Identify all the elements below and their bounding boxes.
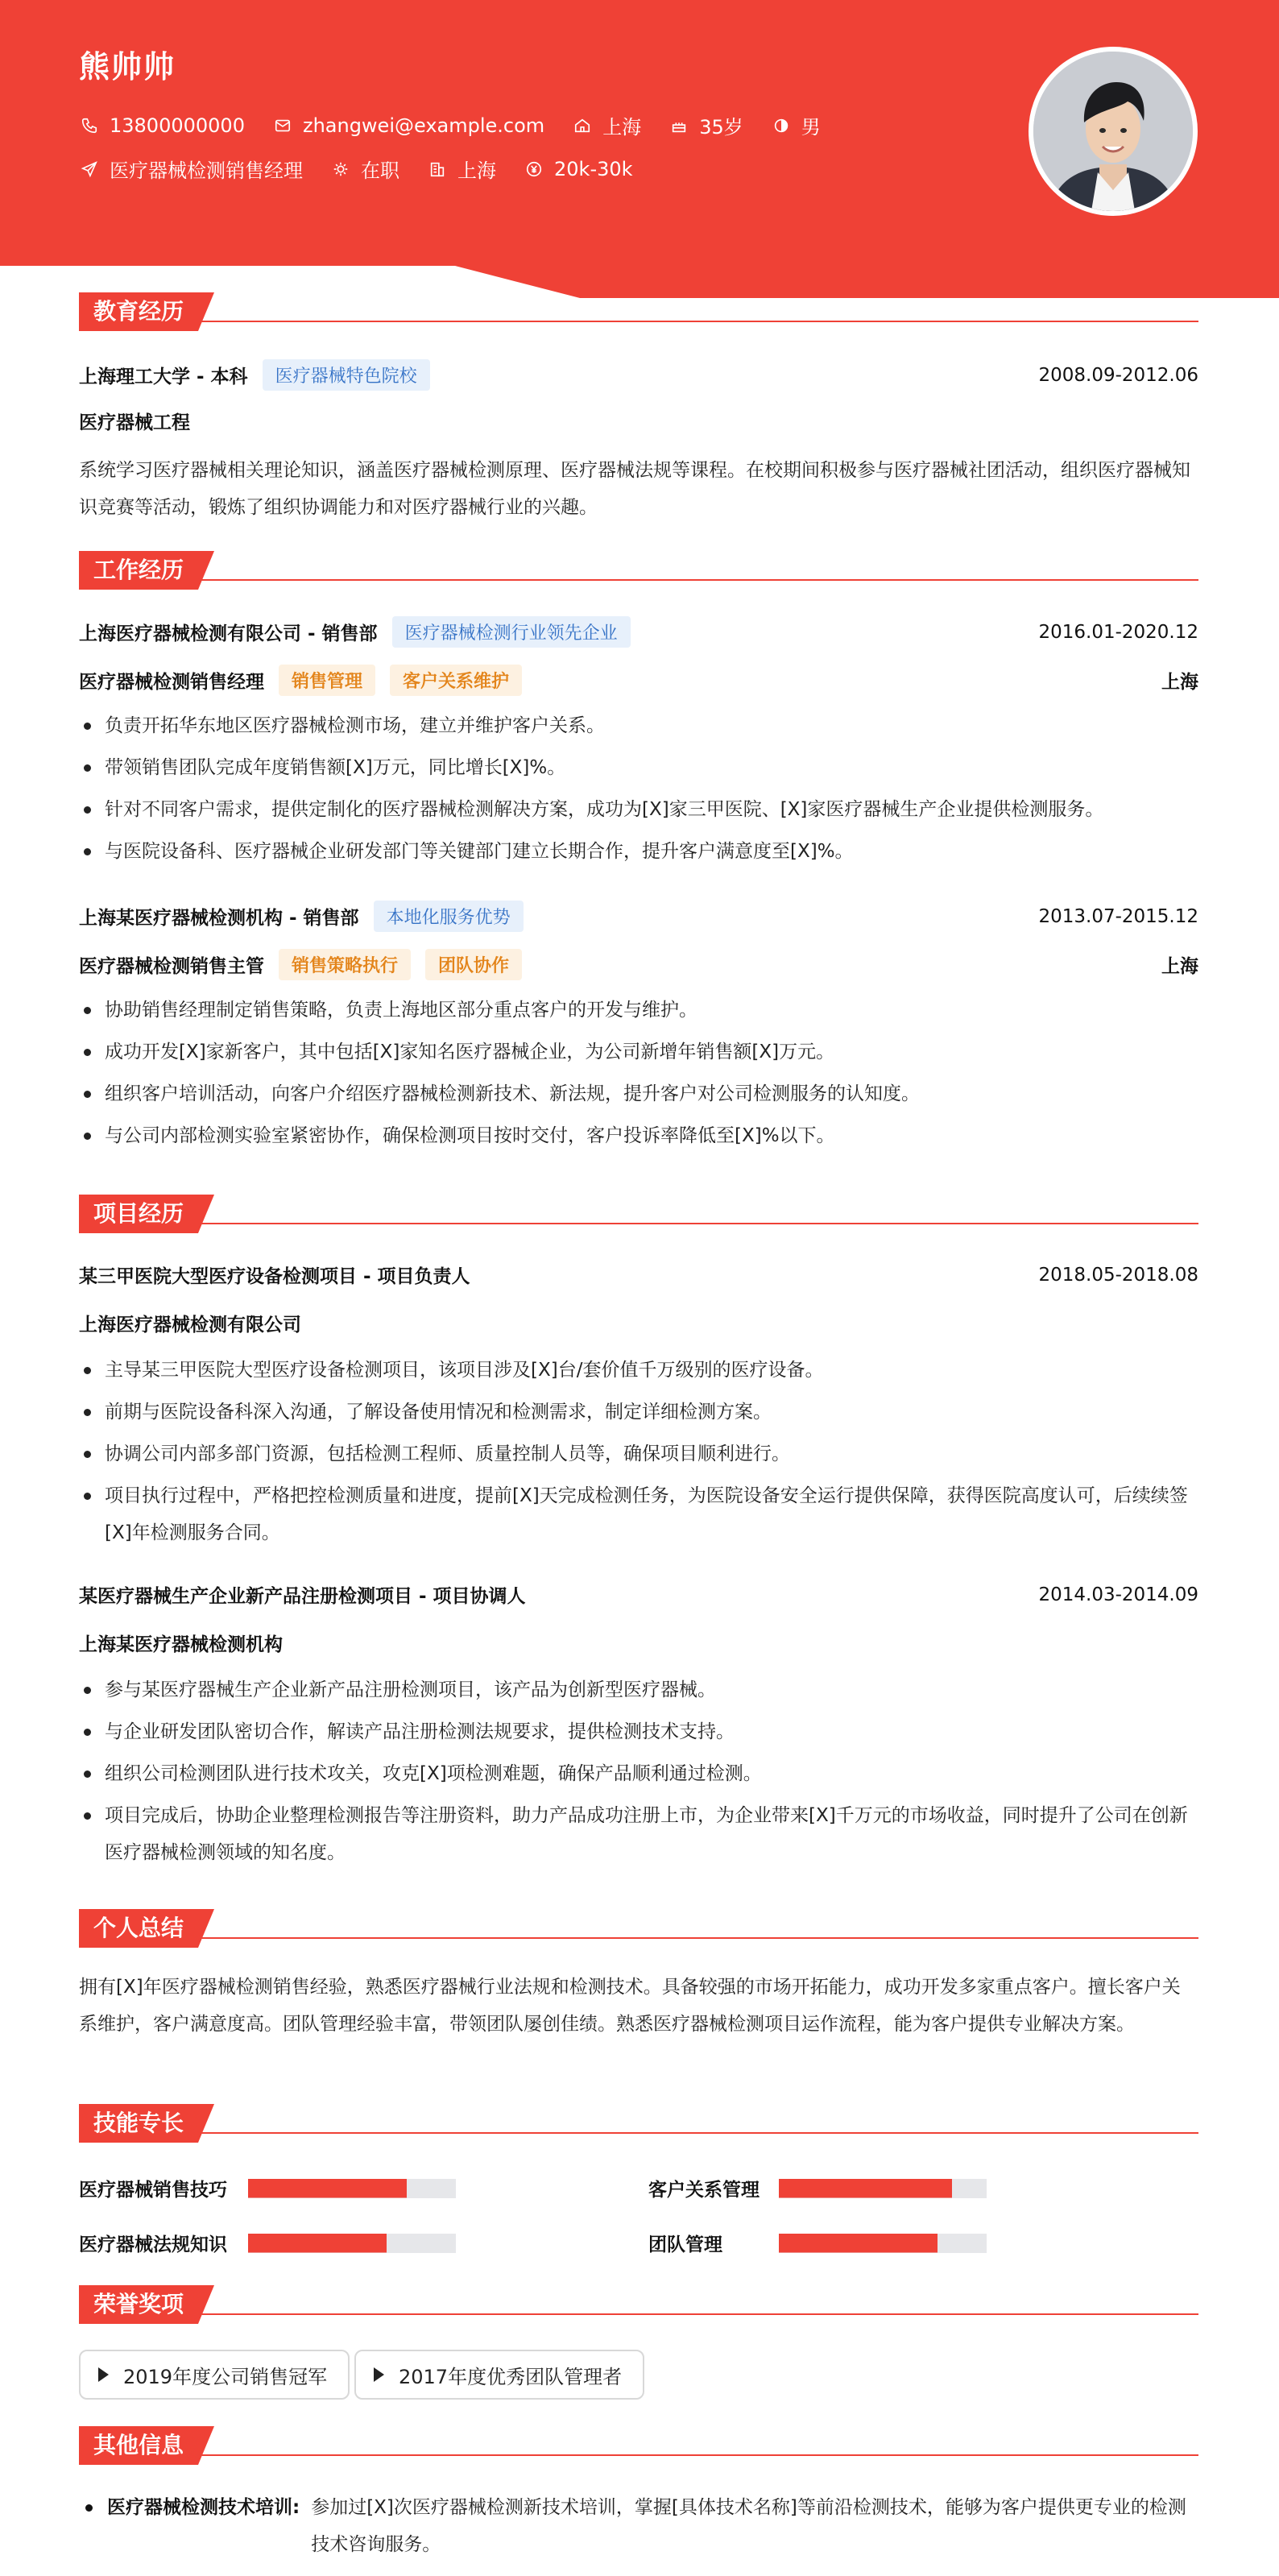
section-divider	[79, 579, 1198, 581]
skill-name: 医疗器械法规知识	[79, 2234, 227, 2255]
section-divider	[79, 1937, 1198, 1939]
skill-bar-fill	[779, 2234, 938, 2253]
work-2-title: 医疗器械检测销售主管	[79, 956, 264, 977]
city-text: 上海	[602, 116, 642, 139]
education-date: 2008.09-2012.06	[1038, 364, 1198, 386]
list-item: 针对不同客户需求，提供定制化的医疗器械检测解决方案，成功为[X]家三甲医院、[X]家医疗器械生产企业提供检测服务。	[79, 791, 1198, 828]
skill-item	[648, 2230, 987, 2256]
work-1-company: 上海医疗器械检测有限公司 - 销售部	[79, 623, 378, 644]
project-1-date: 2018.05-2018.08	[1038, 1264, 1198, 1286]
list-item: 参与某医疗器械生产企业新产品注册检测项目，该产品为创新型医疗器械。	[79, 1671, 1198, 1708]
status-gear-icon	[330, 159, 351, 180]
skill-name: 团队管理	[648, 2234, 722, 2255]
work-1-location: 上海	[1161, 672, 1198, 693]
list-item: 成功开发[X]家新客户，其中包括[X]家知名医疗器械企业，为公司新增年销售额[X]万元。	[79, 1033, 1198, 1071]
resume-header	[0, 0, 1279, 298]
project-1-name: 某三甲医院大型医疗设备检测项目 - 项目负责人	[79, 1266, 470, 1287]
list-item: 主导某三甲医院大型医疗设备检测项目，该项目涉及[X]台/套价值千万级别的医疗设备。	[79, 1352, 1198, 1389]
award-text: 2017年度优秀团队管理者	[399, 2365, 623, 2388]
avatar-portrait	[1033, 52, 1193, 211]
target-city-text: 上海	[457, 159, 496, 182]
status-text: 在职	[361, 159, 399, 182]
education-header-row	[79, 359, 1198, 391]
work-1-title: 医疗器械检测销售经理	[79, 672, 264, 693]
skill-name: 客户关系管理	[648, 2180, 760, 2201]
section-divider	[79, 2313, 1198, 2315]
work-2-skill-tag: 团队协作	[425, 949, 522, 980]
send-icon	[79, 159, 100, 180]
work-2-bullets	[79, 992, 1198, 1159]
work-2-date: 2013.07-2015.12	[1038, 905, 1198, 927]
play-triangle-icon	[98, 2367, 109, 2382]
job-intent-text: 医疗器械检测销售经理	[110, 159, 303, 182]
skill-item	[79, 2230, 456, 2256]
phone-text: 13800000000	[110, 114, 245, 137]
section-divider	[79, 321, 1198, 322]
cake-icon	[668, 115, 689, 136]
list-item: 协助销售经理制定销售策略，负责上海地区部分重点客户的开发与维护。	[79, 992, 1198, 1029]
work-1-skill-tag: 客户关系维护	[390, 665, 522, 696]
skill-bar	[779, 2234, 987, 2253]
section-divider	[79, 2454, 1198, 2456]
section-title-education: 教育经历	[79, 292, 198, 331]
other-info-value: 参加过[X]次医疗器械检测新技术培训，掌握[具体技术名称]等前沿检测技术，能够为客户提供更专业的检测技术咨询服务。	[311, 2497, 1186, 2555]
work-1-skill-tag: 销售管理	[279, 665, 375, 696]
section-title-other: 其他信息	[79, 2426, 198, 2465]
work-2-title-row	[79, 949, 1198, 980]
award-item	[79, 2350, 350, 2400]
list-item: 负责开拓华东地区医疗器械检测市场，建立并维护客户关系。	[79, 707, 1198, 744]
work-2-company-tag: 本地化服务优势	[374, 901, 524, 932]
age-text: 35岁	[699, 116, 743, 139]
school-tag: 医疗器械特色院校	[263, 359, 430, 391]
gender-item	[771, 111, 821, 139]
skill-item	[79, 2175, 456, 2201]
section-work	[79, 551, 1198, 590]
section-projects	[79, 1195, 1198, 1233]
section-title-projects: 项目经历	[79, 1195, 198, 1233]
list-item: 组织公司检测团队进行技术攻关，攻克[X]项检测难题，确保产品顺利通过检测。	[79, 1755, 1198, 1792]
section-title-summary: 个人总结	[79, 1909, 198, 1948]
section-skills	[79, 2104, 1198, 2143]
target-city-item	[427, 155, 496, 183]
intent-row	[79, 155, 660, 183]
section-education	[79, 292, 1198, 331]
list-item: 带领销售团队完成年度销售额[X]万元，同比增长[X]%。	[79, 749, 1198, 786]
education-major: 医疗器械工程	[79, 412, 190, 433]
skill-bar	[248, 2179, 456, 2198]
yen-icon	[524, 159, 544, 180]
work-1-date: 2016.01-2020.12	[1038, 621, 1198, 643]
other-info-key: 医疗器械检测技术培训:	[107, 2497, 300, 2518]
list-item: 项目完成后，协助企业整理检测报告等注册资料，助力产品成功注册上市，为企业带来[X]千万元的市场收益，同时提升了公司在创新医疗器械检测领域的知名度。	[79, 1797, 1198, 1871]
work-2-skill-tag: 销售策略执行	[279, 949, 411, 980]
section-other	[79, 2426, 1198, 2465]
status-item	[330, 155, 399, 183]
email-icon	[272, 115, 293, 136]
skill-bar-fill	[248, 2179, 407, 2198]
city-item	[572, 111, 641, 139]
section-summary	[79, 1909, 1198, 1948]
list-item: 组织客户培训活动，向客户介绍医疗器械检测新技术、新法规，提升客户对公司检测服务的认知度。	[79, 1075, 1198, 1112]
gender-text: 男	[801, 116, 821, 139]
list-item: 项目执行过程中，严格把控检测质量和进度，提前[X]天完成检测任务，为医院设备安全运行提供保障，获得医院高度认可，后续续签[X]年检测服务合同。	[79, 1477, 1198, 1551]
project-2-date: 2014.03-2014.09	[1038, 1584, 1198, 1605]
award-item	[354, 2350, 644, 2400]
skill-name: 医疗器械销售技巧	[79, 2180, 227, 2201]
skill-bar-fill	[779, 2179, 952, 2198]
salary-text: 20k-30k	[554, 157, 633, 180]
education-major-row	[79, 408, 1198, 434]
list-item: 前期与医院设备科深入沟通，了解设备使用情况和检测需求，制定详细检测方案。	[79, 1394, 1198, 1431]
project-1-org-row	[79, 1310, 1198, 1336]
project-1-header-row	[79, 1261, 1198, 1288]
school-name: 上海理工大学 - 本科	[79, 367, 248, 387]
list-item: 与医院设备科、医疗器械企业研发部门等关键部门建立长期合作，提升客户满意度至[X]%。	[79, 833, 1198, 870]
work-1-title-row	[79, 665, 1198, 696]
home-icon	[572, 115, 593, 136]
skill-item	[648, 2175, 987, 2201]
list-item: 与企业研发团队密切合作，解读产品注册检测法规要求，提供检测技术支持。	[79, 1713, 1198, 1750]
bullet-dot	[85, 2504, 93, 2512]
skill-bar-fill	[248, 2234, 387, 2253]
other-info-item	[79, 2489, 1198, 2563]
project-2-name: 某医疗器械生产企业新产品注册检测项目 - 项目协调人	[79, 1586, 526, 1607]
work-2-header-row	[79, 901, 1198, 932]
email-text: zhangwei@example.com	[302, 114, 545, 137]
skill-bar	[779, 2179, 987, 2198]
project-2-org-row	[79, 1630, 1198, 1656]
section-title-honors: 荣誉奖项	[79, 2285, 198, 2324]
job-intent-item	[79, 155, 303, 183]
section-honors	[79, 2285, 1198, 2324]
section-divider	[79, 1223, 1198, 1224]
salary-item	[524, 158, 633, 180]
list-item: 与公司内部检测实验室紧密协作，确保检测项目按时交付，客户投诉率降低至[X]%以下。	[79, 1117, 1198, 1154]
work-2-location: 上海	[1161, 956, 1198, 977]
list-item: 协调公司内部多部门资源，包括检测工程师、质量控制人员等，确保项目顺利进行。	[79, 1435, 1198, 1472]
gender-icon	[771, 115, 792, 136]
age-item	[668, 111, 743, 139]
project-2-header-row	[79, 1581, 1198, 1608]
project-2-bullets	[79, 1671, 1198, 1876]
email-item	[272, 114, 544, 137]
phone-item	[79, 114, 245, 137]
play-triangle-icon	[374, 2367, 384, 2382]
education-description: 系统学习医疗器械相关理论知识，涵盖医疗器械检测原理、医疗器械法规等课程。在校期间积极参与医疗器械社团活动，组织医疗器械知识竞赛等活动，锻炼了组织协调能力和对医疗器械行业的兴趣。	[79, 460, 1190, 518]
contact-row	[79, 111, 848, 139]
project-1-org: 上海医疗器械检测有限公司	[79, 1315, 301, 1336]
work-1-bullets	[79, 707, 1198, 875]
work-1-header-row	[79, 616, 1198, 648]
project-2-org: 上海某医疗器械检测机构	[79, 1634, 283, 1655]
summary-text: 拥有[X]年医疗器械检测销售经验，熟悉医疗器械行业法规和检测技术。具备较强的市场开拓能力，成功开发多家重点客户。擅长客户关系维护，客户满意度高。团队管理经验丰富，带领团队屡创佳绩。熟悉医疗器械检测项目运作流程，能为客户提供专业解决方案。	[79, 1977, 1181, 2035]
award-text: 2019年度公司销售冠军	[123, 2365, 328, 2388]
work-2-company: 上海某医疗器械检测机构 - 销售部	[79, 908, 359, 929]
candidate-name: 熊帅帅	[79, 49, 176, 85]
project-1-bullets	[79, 1352, 1198, 1556]
section-title-skills: 技能专长	[79, 2104, 198, 2143]
building-icon	[427, 159, 448, 180]
section-title-work: 工作经历	[79, 551, 198, 590]
work-1-company-tag: 医疗器械检测行业领先企业	[392, 616, 631, 648]
phone-icon	[79, 115, 100, 136]
section-divider	[79, 2132, 1198, 2134]
avatar	[1029, 47, 1198, 216]
skill-bar	[248, 2234, 456, 2253]
